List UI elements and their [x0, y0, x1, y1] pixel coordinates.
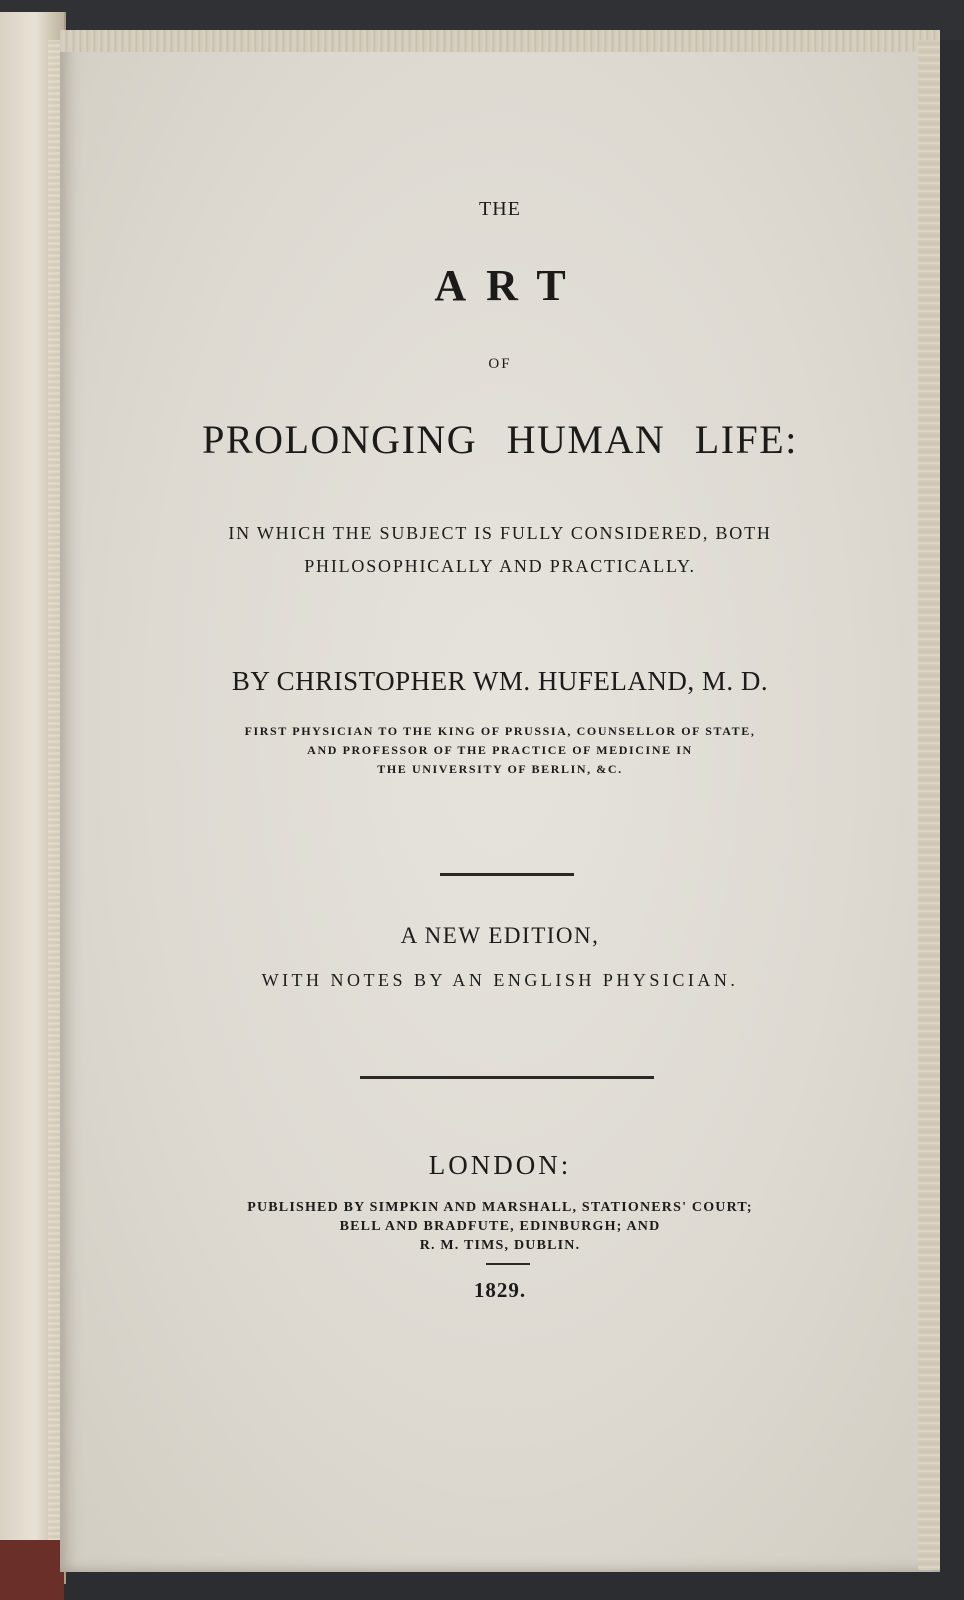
- subtitle-line-1: IN WHICH THE SUBJECT IS FULLY CONSIDERED, BOTH: [228, 523, 772, 543]
- page-top-edge: [60, 30, 940, 52]
- short-rule: [486, 1263, 530, 1265]
- credentials-line-1: FIRST PHYSICIAN TO THE KING OF PRUSSIA, COUNSELLOR OF STATE,: [244, 724, 756, 738]
- book-cover-edge: [0, 1540, 64, 1600]
- title-of: OF: [488, 356, 512, 372]
- publisher-line-3: R. M. TIMS, DUBLIN.: [419, 1238, 581, 1253]
- publisher-line-2: BELL AND BRADFUTE, EDINBURGH; AND: [339, 1219, 661, 1234]
- credentials-line-3: THE UNIVERSITY OF BERLIN, &C.: [377, 762, 623, 776]
- title-article: THE: [479, 198, 521, 220]
- imprint-place: LONDON:: [428, 1150, 572, 1180]
- publisher-line-1: PUBLISHED BY SIMPKIN AND MARSHALL, STATIONERS' COURT;: [247, 1200, 753, 1215]
- divider-rule: [440, 873, 574, 876]
- notes-line: WITH NOTES BY AN ENGLISH PHYSICIAN.: [261, 970, 739, 990]
- credentials-line-2: AND PROFESSOR OF THE PRACTICE OF MEDICINE IN: [307, 743, 693, 757]
- title-art: ART: [434, 261, 586, 310]
- subtitle-line-2: PHILOSOPHICALLY AND PRACTICALLY.: [304, 556, 696, 576]
- divider-rule: [360, 1076, 654, 1079]
- edition-line: A NEW EDITION,: [400, 923, 600, 948]
- author-line: BY CHRISTOPHER WM. HUFELAND, M. D.: [231, 666, 769, 696]
- main-title: PROLONGING HUMAN LIFE:: [202, 417, 798, 462]
- imprint-year: 1829.: [473, 1278, 527, 1302]
